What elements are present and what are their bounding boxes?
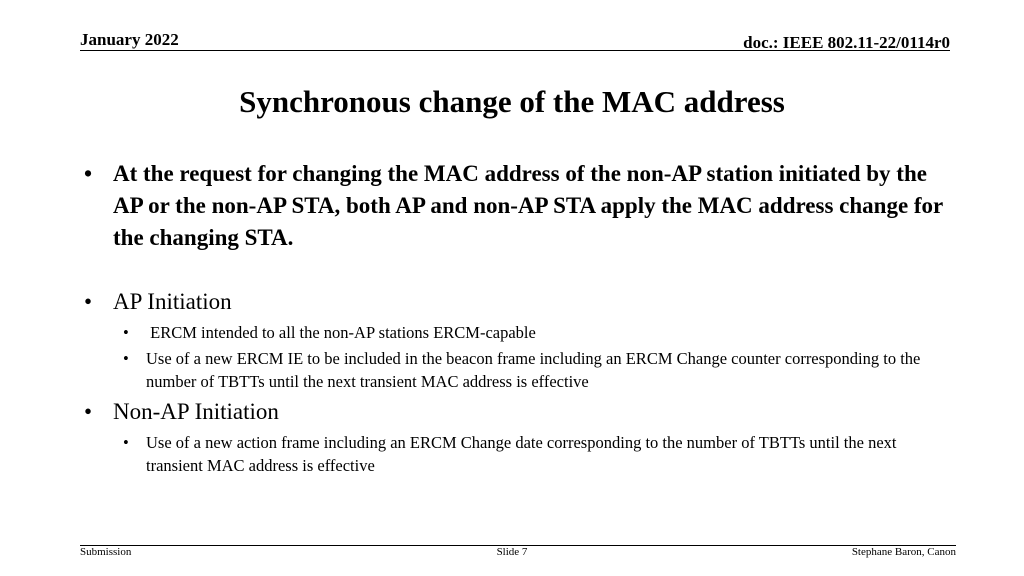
sub-bullet-text: Use of a new ERCM IE to be included in the beacon frame including an ERCM Change counter corresponding to the number of TBTTs until the next transient MAC address is effective [146,349,921,391]
footer-author: Stephane Baron, Canon [851,546,956,558]
bullet-icon: • [84,289,93,314]
bullet-text: At the request for changing the MAC address of the non-AP station initiated by the AP or the non-AP STA, both AP and non-AP STA apply the MAC address change for the changing STA. [113,161,943,250]
bullet-icon: • [84,161,93,186]
bullet-synchronous-request [84,158,944,254]
footer-submission: Submission [80,546,132,558]
bullet-text: AP Initiation [113,289,232,314]
footer-slide-number: Slide 7 [496,546,528,558]
sub-bullet-text: ERCM intended to all the non-AP stations ERCM-capable [146,323,536,342]
bullet-ap-initiation [84,286,944,318]
sub-bullet-ercm-ie [84,347,944,393]
sub-bullet-text: Use of a new action frame including an ERCM Change date corresponding to the number of TBTTs until the next transient MAC address is effective [146,433,897,475]
sub-bullet-ercm-intended [84,321,944,344]
bullet-text: Non-AP Initiation [113,399,279,424]
slide-body [84,158,944,477]
header-doc-id: doc.: IEEE 802.11-22/0114r0 [743,33,950,52]
bullet-non-ap-initiation [84,396,944,428]
header-date: January 2022 [80,30,179,49]
bullet-icon: • [84,399,93,424]
sub-bullet-action-frame [84,431,944,477]
bullet-icon: • [123,323,129,342]
bullet-icon: • [123,433,129,452]
header-divider [80,50,950,51]
bullet-icon: • [123,349,129,368]
slide-title: Synchronous change of the MAC address [239,84,785,119]
spacer [84,254,944,286]
